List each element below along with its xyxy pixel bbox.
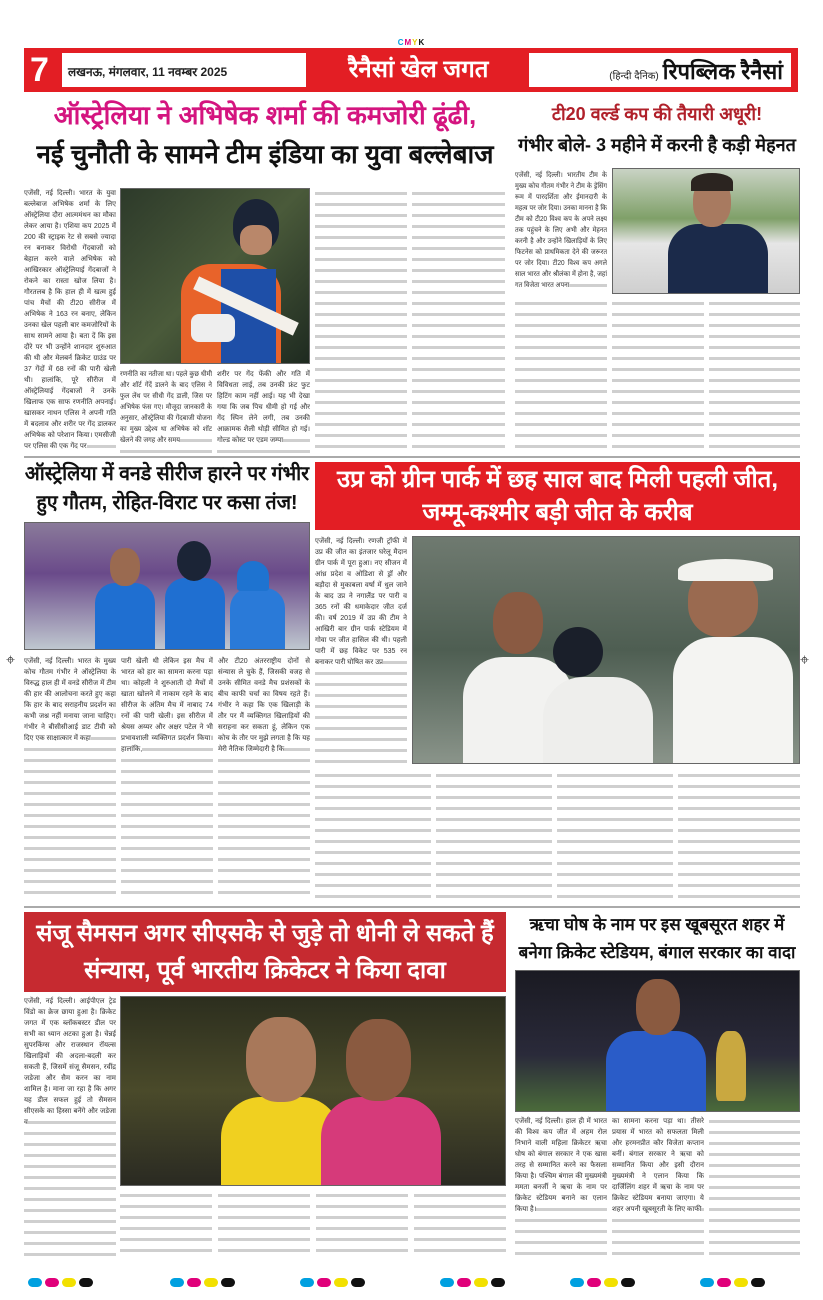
color-swatch <box>187 1278 201 1287</box>
headline-samson-dhoni: संजू सैमसन अगर सीएसके से जुड़े तो धोनी ले सकते हैं संन्यास, पूर्व भारतीय क्रिकेटर ने किया दावा <box>24 912 506 992</box>
page-number: 7 <box>30 51 49 89</box>
color-swatch <box>604 1278 618 1287</box>
headline-abhishek-line2: नई चुनौती के सामने टीम इंडिया का युवा बल्लेबाज <box>36 139 494 169</box>
article-column <box>436 770 552 900</box>
color-swatch <box>300 1278 314 1287</box>
section-divider <box>24 906 800 908</box>
headline-gambhir-odi: ऑस्ट्रेलिया में वनडे सीरीज हारने पर गंभीर हुए गौतम, रोहित-विराट पर कसा तंज! <box>24 463 310 514</box>
color-swatch <box>570 1278 584 1287</box>
color-swatch-group <box>570 1278 635 1287</box>
color-swatch-group <box>28 1278 93 1287</box>
article-column <box>612 298 704 452</box>
color-swatch <box>28 1278 42 1287</box>
dateline: लखनऊ, मंगलवार, 11 नवम्बर 2025 <box>62 53 306 87</box>
article-column <box>414 1190 506 1260</box>
team-photo <box>24 522 310 650</box>
color-swatch <box>79 1278 93 1287</box>
article-column <box>120 1190 212 1260</box>
color-swatch <box>474 1278 488 1287</box>
color-swatch <box>170 1278 184 1287</box>
color-swatch <box>221 1278 235 1287</box>
green-park-photo <box>412 536 800 764</box>
article-column <box>709 298 800 452</box>
article-column <box>557 770 673 900</box>
color-swatch <box>351 1278 365 1287</box>
article-column <box>412 188 505 452</box>
color-swatch-group <box>170 1278 235 1287</box>
color-swatch <box>334 1278 348 1287</box>
print-registration-mark: CMYK <box>397 38 426 47</box>
color-swatch <box>751 1278 765 1287</box>
section-divider <box>24 456 800 458</box>
article-column <box>709 1116 800 1260</box>
article-column <box>515 298 607 452</box>
headline-abhishek-line1: ऑस्ट्रेलिया ने अभिषेक शर्मा की कमजोरी ढूंढी, <box>53 100 477 130</box>
headline-richa-ghosh: ऋचा घोष के नाम पर इस खूबसूरत शहर में बनेगा क्रिकेट स्टेडियम, बंगाल सरकार का वादा <box>518 915 796 962</box>
article-column <box>218 1190 310 1260</box>
article-column <box>315 188 407 452</box>
registration-crosshair-icon: ⌖ <box>6 652 16 669</box>
gambhir-photo <box>612 168 800 294</box>
article-column <box>316 1190 408 1260</box>
color-swatch <box>62 1278 76 1287</box>
article-column: पारी खेली थी लेकिन इस मैच में भारत को हार का सामना करना पड़ा था। कोहली ने शुरुआती दो मैचों में खाता खोलने में नाकाम रहने के बाद सीरीज के अंतिम मैच में नाबाद 74 रनों की पारी खेली। इस सीरीज में श्रेयस अय्यर और अक्षर पटेल ने भी प्रभावशाली व्यक्तिगत प्रदर्शन किया। हालांकि, <box>121 656 213 900</box>
richa-photo <box>515 970 800 1112</box>
article-column: एजेंसी, नई दिल्ली। भारतीय टीम के मुख्य कोच गौतम गंभीर ने टीम के ड्रेसिंग रूम में पारदर्शिता और ईमानदारी के महत्व पर जोर दिया। उनका मानना है कि टीम को टी20 विश्व कप के अपने लक्ष्य तक पहुंचने के लिए अभी और मेहनत करनी है और उन्होंने खिलाड़ियों के लिए फिटनेस को प्राथमिकता देने की जरूरत पर जोर दिया। टी20 विश्व कप अगले साल भारत और श्रीलंका में होना है, जहां गत विजेता भारत अपना <box>515 170 607 294</box>
headline-gambhir-t20-red: टी20 वर्ल्ड कप की तैयारी अधूरी! <box>551 104 763 124</box>
color-swatch-group <box>300 1278 365 1287</box>
article-column: एजेंसी, नई दिल्ली। भारत के मुख्य कोच गौतम गंभीर ने ऑस्ट्रेलिया के विरुद्ध हाल ही में वनडे सीरीज में टीम की हार की आलोचना करते हुए कहा कि हार के बाद सराहनीय प्रदर्शन का कभी जश्न नहीं मनाया जाना चाहिए। गंभीर ने बीसीसीआई डाट टीवी को दिए एक साक्षात्कार में कहा <box>24 656 116 900</box>
article-column: और टी20 अंतरराष्ट्रीय दोनों से संन्यास ले चुके हैं, जिसकी वजह से उनके सीमित वनडे मैच प्रशंसकों के बीच काफी चर्चा का विषय रहते हैं। गंभीर ने कहा कि एक खिलाड़ी के तौर पर मैं व्यक्तिगत खिलाड़ियों की सराहना कर सकता हूं, लेकिन एक कोच के तौर पर मुझे लगता है कि यह मेरी नैतिक जिम्मेदारी है कि <box>218 656 310 900</box>
color-swatch <box>700 1278 714 1287</box>
color-swatch-group <box>700 1278 765 1287</box>
article-column <box>315 770 431 900</box>
color-swatch <box>440 1278 454 1287</box>
headline-gambhir-t20: गंभीर बोले- 3 महीने में करनी है कड़ी मेहनत <box>518 135 796 155</box>
color-swatch <box>317 1278 331 1287</box>
color-swatch <box>457 1278 471 1287</box>
article-column: शरीर पर गेंद फेंकी और गति में विविधता लाई, तब उनकी फ्रंट फुट हिटिंग काम नहीं आई। यह भी देखा गया कि जब पिच धीमी हो गई और गेंद स्पिन लेने लगी, तब उनकी आक्रामक शैली थोड़ी सीमित हो गई। गोल्ड कोस्ट पर एडम जम्पा <box>217 369 310 453</box>
color-swatch <box>734 1278 748 1287</box>
color-swatch <box>45 1278 59 1287</box>
color-swatch-group <box>440 1278 505 1287</box>
article-column <box>678 770 800 900</box>
registration-crosshair-icon: ⌖ <box>800 652 810 669</box>
color-swatch <box>717 1278 731 1287</box>
article-column: का सामना करना पड़ा था। तीसरे प्रयास में भारत को सफलता मिली और हरमनप्रीत कौर विजेता कप्तान बनीं। बंगाल सरकार ने ऋचा को सम्मानित किया और इसी दौरान मुख्यमंत्री ने एलान किया कि दार्जिलिंग शहर में ऋचा के नाम पर क्रिकेट स्टेडियम बनाया जाएगा। ये शहर अपनी खूबसूरती के लिए काफी <box>612 1116 704 1260</box>
color-swatch <box>204 1278 218 1287</box>
masthead <box>24 48 798 92</box>
article-column: एजेंसी, नई दिल्ली। आईपीएल ट्रेड विंडो का क्रेज छाया हुआ है। क्रिकेट जगत में एक ब्लॉकबस्टर डील पर सभी का ध्यान अटका हुआ है। चेन्नई सुपरकिंग्स और राजस्थान रॉयल्स खिलाड़ियों की अदला-बदली कर सकती हैं, जिसमें संजू सैमसन, रवींद्र जडेजा और सैम करन का नाम शामिल है। माना जा रहा है कि अगर यह डील सफल हुई तो सैमसन सीएसके का हिस्सा बनेंगे और जडेजा व <box>24 996 116 1260</box>
article-column: रणनीति का नतीजा था। पहले कुछ धीमी और शॉर्ट गेंदें डालने के बाद एलिस ने फुल लेंथ पर सीधी गेंद डाली, जिस पर अभिषेक फंस गए। मौजूदा जानकारी के अनुसार, ऑस्ट्रेलिया की गेंदबाजी योजना का मुख्य उद्देश्य था अभिषेक को शॉट खेलने की जगह और समय <box>120 369 212 453</box>
paper-logo <box>529 53 791 87</box>
color-swatch <box>491 1278 505 1287</box>
abhishek-photo <box>120 188 310 364</box>
color-swatch <box>621 1278 635 1287</box>
headline-green-park: उप्र को ग्रीन पार्क में छह साल बाद मिली पहली जीत, जम्मू-कश्मीर बड़ी जीत के करीब <box>315 462 800 530</box>
section-title: रैनैसां खेल जगत <box>348 56 489 83</box>
dhoni-samson-photo <box>120 996 506 1186</box>
color-swatch <box>587 1278 601 1287</box>
article-column: एजेंसी, नई दिल्ली। हाल ही में भारत की विश्व कप जीत में अहम रोल निभाने वाली महिला क्रिकेटर ऋचा घोष को बंगाल सरकार ने एक खास तरह से सम्मानित करने का फैसला किया है। पश्चिम बंगाल की मुख्यमंत्री ममता बनर्जी ने ऋचा के नाम पर क्रिकेट स्टेडियम बनाने का एलान किया है। <box>515 1116 607 1260</box>
article-column: एजेंसी, नई दिल्ली। भारत के युवा बल्लेबाज अभिषेक शर्मा के लिए ऑस्ट्रेलिया दौरा आत्ममंथन का मौका लेकर आया है। एशिया कप 2025 में 200 की स्ट्राइक रेट से सबसे ज्यादा रन बनाकर विरोधी गेंदबाजों को बेहाल करने वाले अभिषेक को आखिरकार ऑस्ट्रेलियाई गेंदबाजों ने रोकने का रास्ता खोज लिया है। गौरतलब है कि हाल ही में खत्म हुई पांच मैचों की टी20 सीरीज में अभिषेक ने 163 रन बनाए, लेकिन उनका खेल पहली बार कमजोरियों के साथ सामने आया है। बता दें कि इस दौरे पर भी उन्होंने शानदार शुरुआत की थी और मेलबर्न क्रिकेट ग्राउंड पर 37 गेंदों में 68 रनों की पारी खेली थी। हालांकि, पूरे सीरीज में ऑस्ट्रेलियाई गेंदबाजों ने उनके खिलाफ एक साफ रणनीति अपनाई। खासकर नाथन एलिस ने अपनी गति में बदलाव और शरीर पर गेंद डालकर अभिषेक को परेशान किया। एमसीजी पर एलिस की एक गेंद पर <box>24 190 116 450</box>
paper-name: रिपब्लिक रैनैसां <box>662 59 783 84</box>
paper-tag: (हिन्दी दैनिक) <box>609 71 659 82</box>
article-column: एजेंसी, नई दिल्ली। रणजी ट्रॉफी में उप्र की जीत का इंतजार घरेलू मैदान ग्रीन पार्क में पूरा हुआ। नए सीजन में आंध्र प्रदेश व ओडिशा से ड्रॉ और बड़ौदा से मुकाबला वर्षा में धुल जाने के बाद उप्र ने नगालैंड पर पारी व 365 रनों की धमाकेदार जीत दर्ज की। वर्ष 2019 में उप्र की टीम ने आखिरी बार ग्रीन पार्क स्टेडियम में गोवा पर जीत हासिल की थी। पहली पारी में छह विकेट पर 535 रन बनाकर पारी घोषित कर उप्र <box>315 536 407 764</box>
